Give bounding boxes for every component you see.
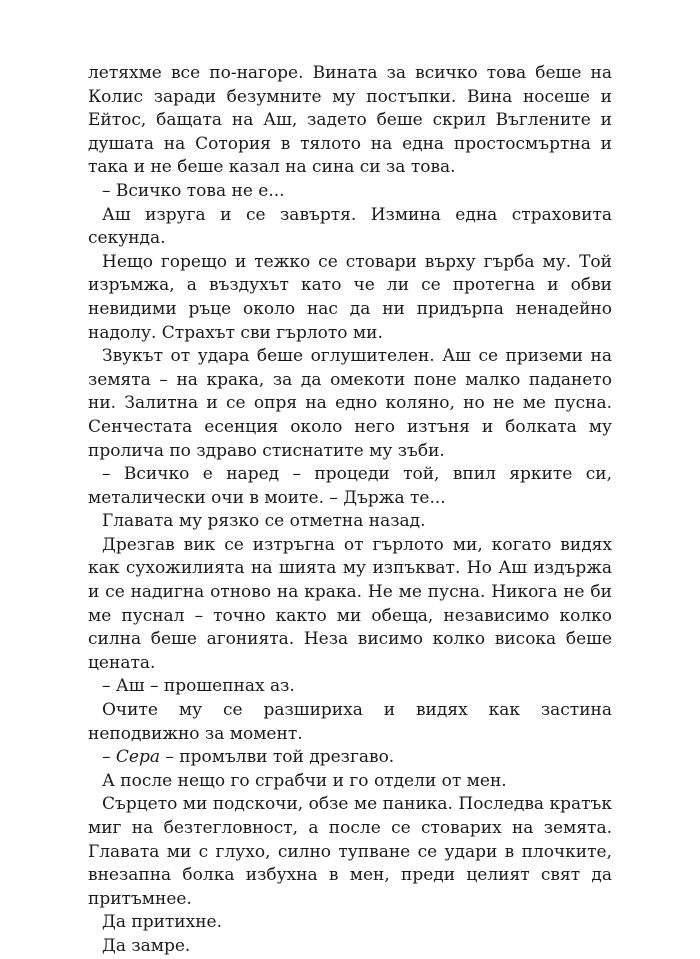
paragraph: Аш изруга и се завъртя. Измина една страховита секунда. <box>88 204 612 249</box>
paragraph: Дрезгав вик се изтръгна от гърлото ми, когато видях как сухожилията на шията му изпъкват. Но Аш издържа и се надигна отново на крака. Не ме пусна. Никога не би ме пуснал – точно както ми обеща, независимо колко силна беше агонията. Неза висимо колко висока беше цената. <box>88 534 612 673</box>
paragraph: Очите му се разшириха и видях как застина неподвижно за момент. <box>88 700 612 744</box>
paragraph: Главата му рязко се отметна назад. <box>102 511 426 532</box>
paragraph: – Аш – прошепнах аз. <box>102 676 295 697</box>
paragraph <box>88 746 612 770</box>
paragraph: Да замре. <box>102 935 191 956</box>
dialogue-dash: – <box>102 747 116 768</box>
italic-name: Сера <box>115 747 160 768</box>
paragraph: – Всичко това не е... <box>102 180 285 201</box>
paragraph: А после нещо го сграбчи и го отдели от мен. <box>102 770 507 791</box>
paragraph: Звукът от удара беше оглушителен. Аш се приземи на земята – на крака, за да омекоти поне малко падането ни. Залитна и се опря на едно коляно, но не ме пусна. Сенчестата есенция около него изтъня и болката му пролича по здраво стиснатите му зъби. <box>88 346 612 461</box>
paragraph: – Всичко е наред – процеди той, впил ярките си, металически очи в моите. – Държа те... <box>88 464 612 508</box>
paragraph: Сърцето ми подскочи, обзе ме паника. Последва кратък миг на безтегловност, а после се стоварих на земята. Главата ми с глухо, силно тупване се удари в плочките, внезапна болка избухна в мен, преди целият свят да притъмнее. <box>88 794 612 909</box>
paragraph: летяхме все по-нагоре. Вината за всичко това беше на Колис заради безумните му постъпки. Вина носеше и Ейтос, бащата на Аш, задето беше скрил Въглените и душата на Сотория в тялото на една простосмъртна и така и не беше казал на сина си за това. <box>88 63 612 178</box>
dialogue-rest: – промълви той дрезгаво. <box>160 747 395 768</box>
book-page <box>88 62 612 959</box>
paragraph: Да притихне. <box>102 912 223 933</box>
paragraph: Нещо горещо и тежко се стовари върху гърба му. Той изръмжа, а въздухът като че ли се протегна и обви невидими ръце около нас да ни придърпа ненадейно надолу. Страхът сви гърлото ми. <box>88 251 612 343</box>
